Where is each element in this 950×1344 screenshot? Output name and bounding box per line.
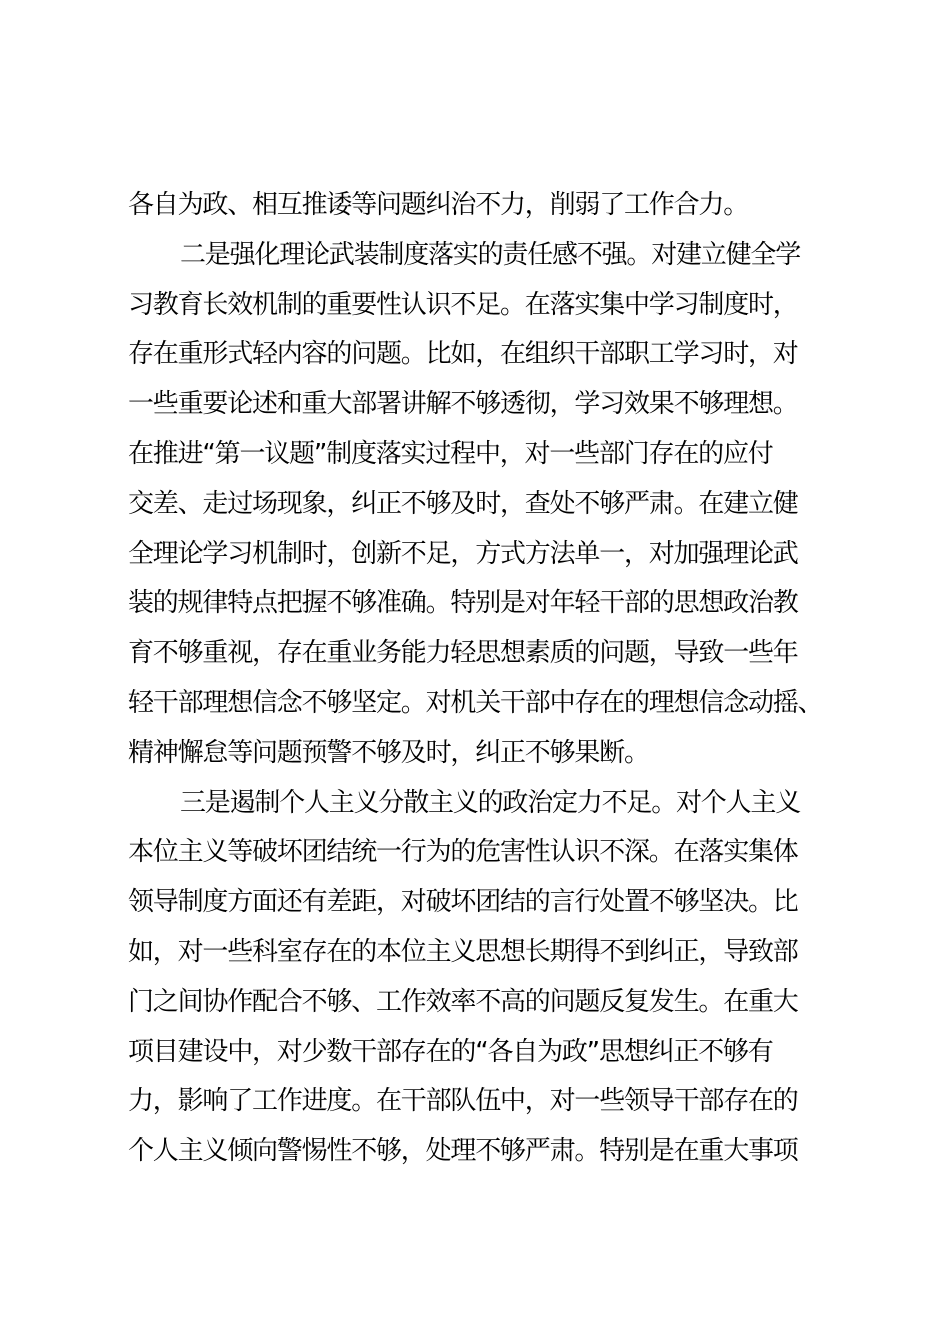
text-line: 习教育长效机制的重要性认识不足。在落实集中学习制度时， <box>128 289 798 320</box>
text-line: 存在重形式轻内容的问题。比如，在组织干部职工学习时，对 <box>128 339 798 370</box>
text-line: 门之间协作配合不够、工作效率不高的问题反复发生。在重大 <box>128 986 798 1017</box>
document-body <box>128 181 848 1177</box>
text-line: 个人主义倾向警惕性不够，处理不够严肃。特别是在重大事项 <box>128 1136 798 1167</box>
paragraph-first-line: 三是遏制个人主义分散主义的政治定力不足。对个人主义 <box>180 787 801 818</box>
text-line: 领导制度方面还有差距，对破坏团结的言行处置不够坚决。比 <box>128 887 798 918</box>
text-line: 一些重要论述和重大部署讲解不够透彻，学习效果不够理想。 <box>128 389 798 420</box>
text-line: 轻干部理想信念不够坚定。对机关干部中存在的理想信念动摇、 <box>128 687 823 718</box>
paragraph-first-line: 二是强化理论武装制度落实的责任感不强。对建立健全学 <box>180 239 801 270</box>
text-line: 力，影响了工作进度。在干部队伍中，对一些领导干部存在的 <box>128 1086 798 1117</box>
text-line: 本位主义等破坏团结统一行为的危害性认识不深。在落实集体 <box>128 837 798 868</box>
text-line: 项目建设中，对少数干部存在的“各自为政”思想纠正不够有 <box>128 1036 773 1067</box>
text-line: 各自为政、相互推诿等问题纠治不力，削弱了工作合力。 <box>128 190 749 220</box>
text-line: 全理论学习机制时，创新不足，方式方法单一，对加强理论武 <box>128 538 798 569</box>
text-line: 育不够重视，存在重业务能力轻思想素质的问题，导致一些年 <box>128 638 798 669</box>
text-line: 交差、走过场现象，纠正不够及时，查处不够严肃。在建立健 <box>128 488 798 519</box>
text-line: 装的规律特点把握不够准确。特别是对年轻干部的思想政治教 <box>128 588 798 619</box>
text-line: 在推进“第一议题”制度落实过程中，对一些部门存在的应付 <box>128 438 773 469</box>
text-line: 精神懈怠等问题预警不够及时，纠正不够果断。 <box>128 737 649 768</box>
text-line: 如，对一些科室存在的本位主义思想长期得不到纠正，导致部 <box>128 936 798 967</box>
